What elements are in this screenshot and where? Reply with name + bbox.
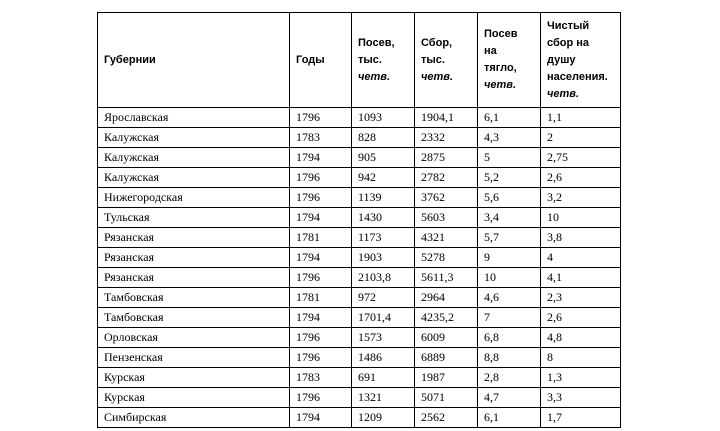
cell-harvest: 2964 (415, 288, 478, 308)
cell-governorate: Калужская (98, 168, 290, 188)
cell-net-harvest-per-capita: 2,6 (541, 308, 621, 328)
header-net-harvest-per-capita: Чистый сбор на душу населения. четв. (541, 13, 621, 108)
cell-governorate: Курская (98, 388, 290, 408)
cell-governorate: Курская (98, 368, 290, 388)
header-row (98, 13, 621, 108)
cell-net-harvest-per-capita: 2,75 (541, 148, 621, 168)
cell-governorate: Пензенская (98, 348, 290, 368)
table-row (98, 348, 621, 368)
cell-governorate: Симбирская (98, 408, 290, 428)
cell-year: 1794 (290, 248, 352, 268)
cell-harvest: 5278 (415, 248, 478, 268)
cell-sowing: 1903 (352, 248, 415, 268)
cell-sowing-per-tyaglo: 4,6 (478, 288, 541, 308)
cell-harvest: 5071 (415, 388, 478, 408)
table-row (98, 288, 621, 308)
header-sowing-per-tyaglo: Посев на тягло, четв. (478, 13, 541, 108)
cell-sowing-per-tyaglo: 6,1 (478, 108, 541, 128)
cell-sowing-per-tyaglo: 3,4 (478, 208, 541, 228)
cell-year: 1796 (290, 188, 352, 208)
cell-sowing-per-tyaglo: 10 (478, 268, 541, 288)
cell-governorate: Калужская (98, 148, 290, 168)
cell-year: 1796 (290, 268, 352, 288)
data-table (97, 12, 621, 428)
cell-year: 1794 (290, 308, 352, 328)
cell-harvest: 4321 (415, 228, 478, 248)
cell-sowing: 905 (352, 148, 415, 168)
table-row (98, 148, 621, 168)
cell-governorate: Калужская (98, 128, 290, 148)
cell-governorate: Ярославская (98, 108, 290, 128)
cell-year: 1796 (290, 108, 352, 128)
cell-sowing-per-tyaglo: 5,6 (478, 188, 541, 208)
cell-sowing-per-tyaglo: 7 (478, 308, 541, 328)
table-row (98, 308, 621, 328)
cell-sowing: 1209 (352, 408, 415, 428)
cell-net-harvest-per-capita: 3,8 (541, 228, 621, 248)
cell-sowing: 828 (352, 128, 415, 148)
cell-net-harvest-per-capita: 1,3 (541, 368, 621, 388)
cell-governorate: Орловская (98, 328, 290, 348)
cell-net-harvest-per-capita: 3,3 (541, 388, 621, 408)
cell-harvest: 6009 (415, 328, 478, 348)
table-row (98, 128, 621, 148)
cell-harvest: 3762 (415, 188, 478, 208)
cell-sowing-per-tyaglo: 6,8 (478, 328, 541, 348)
cell-year: 1783 (290, 128, 352, 148)
cell-sowing-per-tyaglo: 5,7 (478, 228, 541, 248)
cell-sowing-per-tyaglo: 4,7 (478, 388, 541, 408)
cell-sowing-per-tyaglo: 6,1 (478, 408, 541, 428)
cell-harvest: 1987 (415, 368, 478, 388)
table-row (98, 268, 621, 288)
cell-harvest: 5603 (415, 208, 478, 228)
cell-net-harvest-per-capita: 8 (541, 348, 621, 368)
table-body (98, 108, 621, 428)
cell-harvest: 2782 (415, 168, 478, 188)
cell-governorate: Нижегородская (98, 188, 290, 208)
cell-year: 1781 (290, 228, 352, 248)
table-row (98, 248, 621, 268)
cell-sowing: 1430 (352, 208, 415, 228)
cell-governorate: Тамбовская (98, 308, 290, 328)
cell-harvest: 4235,2 (415, 308, 478, 328)
cell-sowing: 1321 (352, 388, 415, 408)
cell-year: 1781 (290, 288, 352, 308)
table-row (98, 328, 621, 348)
cell-sowing: 1093 (352, 108, 415, 128)
table-row (98, 228, 621, 248)
cell-year: 1783 (290, 368, 352, 388)
cell-year: 1796 (290, 388, 352, 408)
cell-net-harvest-per-capita: 2,6 (541, 168, 621, 188)
cell-net-harvest-per-capita: 3,2 (541, 188, 621, 208)
cell-sowing: 1573 (352, 328, 415, 348)
cell-sowing-per-tyaglo: 9 (478, 248, 541, 268)
cell-net-harvest-per-capita: 2,3 (541, 288, 621, 308)
header-governorate: Губернии (98, 13, 290, 108)
table-row (98, 108, 621, 128)
cell-governorate: Рязанская (98, 268, 290, 288)
cell-harvest: 1904,1 (415, 108, 478, 128)
cell-year: 1796 (290, 348, 352, 368)
table-row (98, 208, 621, 228)
cell-sowing: 691 (352, 368, 415, 388)
cell-governorate: Тамбовская (98, 288, 290, 308)
cell-sowing-per-tyaglo: 2,8 (478, 368, 541, 388)
cell-harvest: 2332 (415, 128, 478, 148)
cell-year: 1794 (290, 148, 352, 168)
cell-harvest: 2875 (415, 148, 478, 168)
cell-year: 1796 (290, 328, 352, 348)
cell-sowing: 1139 (352, 188, 415, 208)
header-sowing: Посев, тыс. четв. (352, 13, 415, 108)
cell-sowing: 942 (352, 168, 415, 188)
cell-net-harvest-per-capita: 2 (541, 128, 621, 148)
cell-sowing: 1701,4 (352, 308, 415, 328)
cell-governorate: Тульская (98, 208, 290, 228)
cell-year: 1794 (290, 408, 352, 428)
table-row (98, 168, 621, 188)
cell-governorate: Рязанская (98, 248, 290, 268)
cell-net-harvest-per-capita: 4,1 (541, 268, 621, 288)
cell-sowing-per-tyaglo: 4,3 (478, 128, 541, 148)
header-harvest: Сбор, тыс. четв. (415, 13, 478, 108)
cell-net-harvest-per-capita: 1,1 (541, 108, 621, 128)
table-row (98, 368, 621, 388)
cell-sowing: 1486 (352, 348, 415, 368)
cell-net-harvest-per-capita: 4,8 (541, 328, 621, 348)
cell-sowing-per-tyaglo: 5,2 (478, 168, 541, 188)
table-row (98, 188, 621, 208)
cell-sowing: 1173 (352, 228, 415, 248)
cell-sowing-per-tyaglo: 8,8 (478, 348, 541, 368)
cell-harvest: 2562 (415, 408, 478, 428)
cell-net-harvest-per-capita: 10 (541, 208, 621, 228)
table-row (98, 388, 621, 408)
cell-sowing-per-tyaglo: 5 (478, 148, 541, 168)
cell-year: 1794 (290, 208, 352, 228)
cell-net-harvest-per-capita: 4 (541, 248, 621, 268)
header-years: Годы (290, 13, 352, 108)
table-row (98, 408, 621, 428)
cell-year: 1796 (290, 168, 352, 188)
cell-harvest: 6889 (415, 348, 478, 368)
cell-governorate: Рязанская (98, 228, 290, 248)
cell-sowing: 2103,8 (352, 268, 415, 288)
cell-sowing: 972 (352, 288, 415, 308)
cell-net-harvest-per-capita: 1,7 (541, 408, 621, 428)
cell-harvest: 5611,3 (415, 268, 478, 288)
